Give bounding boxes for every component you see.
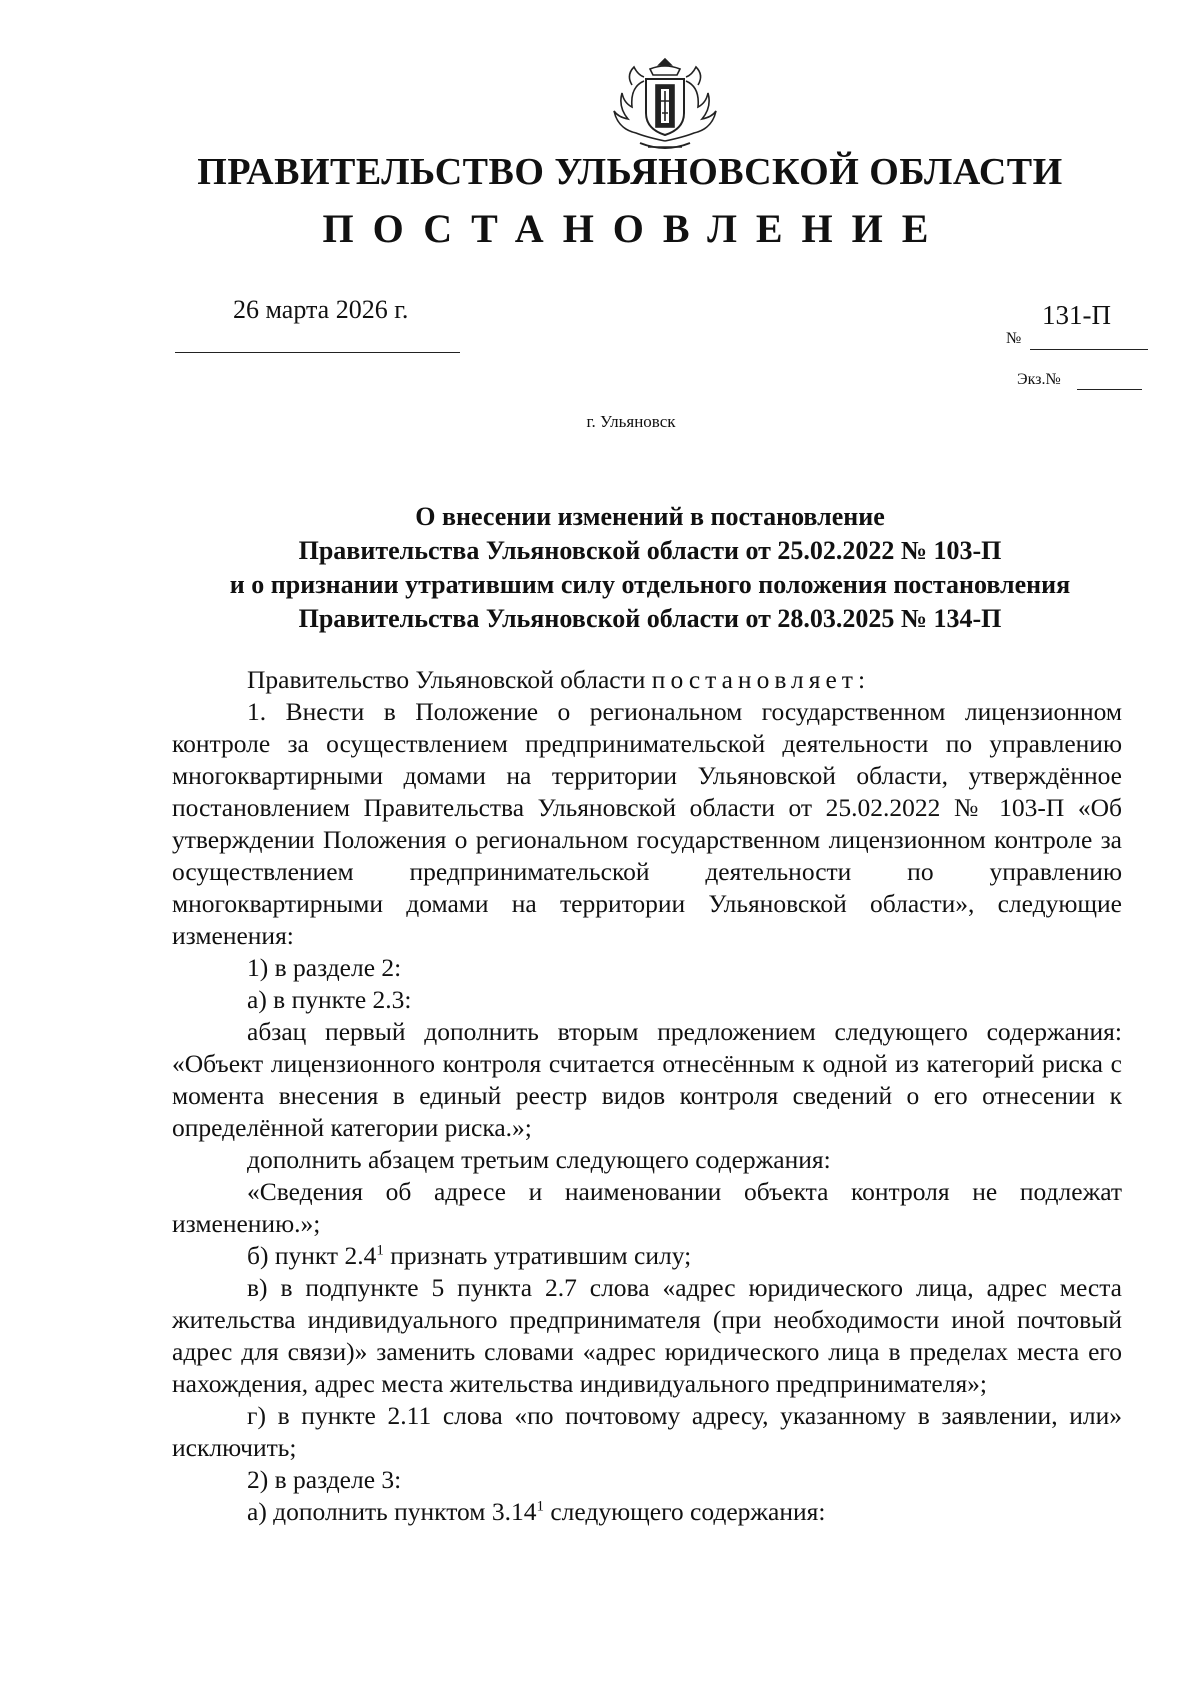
city-name: г. Ульяновск <box>586 412 676 431</box>
paragraph-text: б) пункт 2.4 <box>247 1241 377 1270</box>
subject-line: и о признании утратившим силу отдельного положения постановления <box>229 570 1071 599</box>
preamble-colon: : <box>857 665 866 694</box>
preamble-paragraph <box>172 664 1122 696</box>
body-paragraph: «Сведения об адресе и наименовании объекта контроля не подлежат изменению.»; <box>172 1177 1122 1238</box>
body-paragraph: г) в пункте 2.11 слова «по почтовому адресу, указанному в заявлении, или» исключить; <box>172 1401 1122 1462</box>
body-paragraph <box>172 1240 1122 1272</box>
body-paragraph: 2) в разделе 3: <box>247 1465 402 1494</box>
number-label: № <box>1006 330 1022 347</box>
body-paragraph: в) в подпункте 5 пункта 2.7 слова «адрес юридического лица, адрес места жительства индивидуального предпринимателя (при необходимости иной почтовый адрес для связи)» заменить словами «адрес юридического лица в пределах места его нахождения, адрес места жительства индивидуального предпринимателя»; <box>172 1273 1122 1398</box>
superscript: 1 <box>376 1242 384 1259</box>
document-date: 26 марта 2026 г. <box>233 295 409 324</box>
body-paragraph <box>172 1496 1122 1528</box>
paragraph-text: признать утратившим силу; <box>383 1241 692 1270</box>
paragraph-text: а) дополнить пунктом 3.14 <box>247 1497 537 1526</box>
paragraph-text: следующего содержания: <box>543 1497 826 1526</box>
government-title: ПРАВИТЕЛЬСТВО УЛЬЯНОВСКОЙ ОБЛАСТИ <box>197 151 1063 193</box>
subject-line: Правительства Ульяновской области от 28.03.2025 № 134-П <box>298 604 1002 633</box>
body-paragraph: дополнить абзацем третьим следующего содержания: <box>247 1145 831 1174</box>
number-underline <box>1030 349 1148 350</box>
coat-of-arms-emblem <box>610 55 720 155</box>
body-paragraph: абзац первый дополнить вторым предложением следующего содержания: «Объект лицензионного контроля считается отнесённым к одной из категорий риска с момента внесения в единый реестр видов контроля сведений о его отнесении к определённой категории риска.»; <box>172 1017 1122 1142</box>
date-underline <box>175 352 460 353</box>
preamble-text: Правительство Ульяновской области <box>247 665 652 694</box>
copy-number-label: Экз.№ <box>1017 371 1061 388</box>
subject-line: Правительства Ульяновской области от 25.02.2022 № 103-П <box>298 536 1002 565</box>
copy-number-underline <box>1077 389 1142 390</box>
document-kind-title: ПОСТАНОВЛЕНИЕ <box>322 206 948 251</box>
body-paragraph: а) в пункте 2.3: <box>247 985 412 1014</box>
superscript: 1 <box>536 1498 544 1515</box>
document-subject <box>150 500 1150 636</box>
preamble-verb: постановляет <box>651 665 858 694</box>
body-paragraph: 1) в разделе 2: <box>247 953 402 982</box>
document-body <box>172 664 1122 1528</box>
document-number: 131-П <box>1042 300 1111 330</box>
body-paragraph: 1. Внести в Положение о региональном государственном лицензионном контроле за осуществлением предпринимательской деятельности по управлению многоквартирными домами на территории Ульяновской области, утверждённое постановлением Правительства Ульяновской области от 25.02.2022 № 103-П «Об утверждении Положения о региональном государственном лицензионном контроле за осуществлением предпринимательской деятельности по управлению многоквартирными домами на территории Ульяновской области», следующие изменения: <box>172 697 1122 950</box>
subject-line: О внесении изменений в постановление <box>415 502 885 531</box>
